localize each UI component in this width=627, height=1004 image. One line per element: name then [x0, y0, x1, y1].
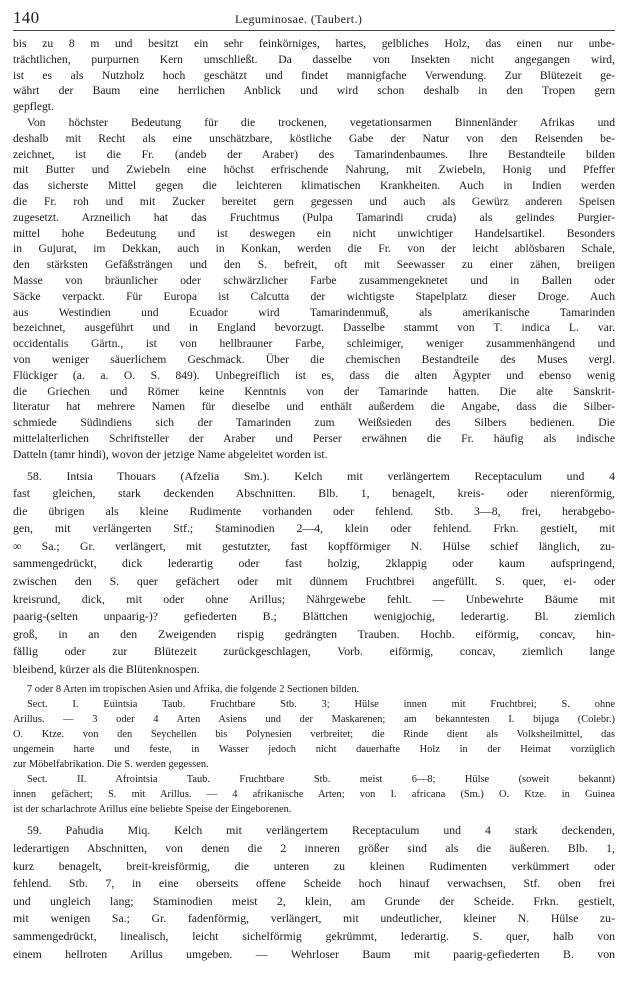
text-line: die Griechen und Römer keine Kenntnis von der Tamarinde hatten. Die alte Sanskrit- — [13, 384, 615, 398]
text-line: Flückiger (a. a. O. S. 849). Unbegreiflich ist es, dass die alten Ägypter und ebenso wenig — [13, 368, 615, 382]
text-line: und ungleich lang; Staminodien meist 2, klein, am Grunde der Scheide. Frkn. gestielt, — [13, 893, 615, 908]
text-line: aus Westindien und Ecuador wird Tamarindenmuß, als amerikanische Tamarinden — [13, 305, 615, 319]
text-line: schmiede Südindiens sich der Tamarinden zum Weißsieden des Silbers bedienen. Die — [13, 416, 615, 430]
text-line: groß, in an den Zweigenden rispig gedrängten Trauben. Hochb. eiförmig, concav, hin- — [13, 626, 615, 641]
text-line: bezeichnet, ausgeführt und in England bevorzugt. Dasselbe stammt von T. indica L. var. — [13, 321, 615, 335]
text-line: mit wenigen Sa.; Gr. fadenförmig, verlängert, mit undeutlicher, kleiner N. Hülse zu- — [13, 911, 615, 926]
text-line: fällig oder zur Blütezeit zurückgeschlagen, Vorb. eiförmig, concav, ziemlich lange — [13, 644, 615, 659]
genus-pahudia-description — [13, 822, 615, 963]
text-line: deshalb mit Recht als eine unschätzbare, köstliche Gabe der Natur von den Reisenden be- — [13, 131, 615, 145]
text-line: mittelalterlichen Schriftsteller der Araber und Perser erwähnen die Fr. häufig als indische — [13, 431, 615, 445]
genus-intsia-description — [13, 468, 615, 679]
text-line: Datteln (tamr hindi), wovon der jetzige Name abgeleitet worden ist. — [13, 447, 328, 461]
text-line: O. Ktze. von den Seychellen bis Polynesien verbreitet; die Rinde dient als Volksheilmittel, das — [13, 728, 615, 740]
text-line: zur Möbelfabrikation. Die S. werden gegessen. — [13, 759, 209, 771]
text-line: occidentalis Gärtn., ist von hellbrauner Farbe, schleimiger, weniger zusammenhängend und — [13, 337, 615, 351]
text-line: das sicherste Mittel gegen die leichteren klimatischen Krankheiten. Auch in Indien werden — [13, 179, 615, 193]
text-line: Masse von bräunlicher oder schwärzlicher Farbe zusammengeknetet und in Ballen oder — [13, 273, 615, 287]
text-line: von weniger säuerlichem Geschmack. Über die chemischen Bestandteile des Muses vergl. — [13, 352, 615, 366]
body-text — [13, 36, 615, 463]
running-title: Leguminosae. (Taubert.) — [235, 12, 363, 26]
text-line: lederartigen Abschnitten, von denen die 2 inneren größer sind als die äußeren. Blb. 1, — [13, 841, 615, 856]
text-line: mittel hohe Bedeutung und ist deswegen ein nicht unwichtiger Handelsartikel. Besonders — [13, 226, 615, 240]
text-line: paarig-(selten unpaarig-)? gefiederten B.; Blättchen wenigjochig, lederartig. Bl. ziemlich — [13, 609, 615, 624]
text-line: sammengedrückt, dick lederartig oder fast holzig, 2klappig oder kaum aufspringend, — [13, 556, 615, 571]
text-line: bleibend, kürzer als die Blütenknospen. — [13, 662, 200, 677]
text-line: sammengedrückt, linealisch, leicht sichelförmig gekrümmt, lederartig. S. quer, halb von — [13, 929, 615, 944]
text-line: ∞ Sa.; Gr. verlängert, mit gestutzter, fast kopfförmiger N. Hülse schief länglich, zu- — [13, 538, 615, 553]
text-line: zeichnet, ist die Fr. (andeb der Araber) des Tamarindenbaumes. Ihre Bestandteile bilden — [13, 147, 615, 161]
text-line: fehlend. Stb. 7, in eine oberseits offene Scheide hoch hinauf verwachsen, Stf. oben frei — [13, 876, 615, 891]
genus-heading-line: 58. Intsia Thouars (Afzelia Sm.). Kelch mit verlängertem Receptaculum und 4 — [27, 468, 615, 483]
text-line: gepflegt. — [13, 100, 54, 114]
paragraph-tamarind-uses — [13, 115, 615, 463]
text-line: ist der scharlachrote Arillus eine beliebte Speise der Eingeborenen. — [13, 804, 292, 816]
text-line: währt der Baum eine herrlichen Anblick und wird schon deshalb in den Tropen gern — [13, 84, 615, 98]
text-line: ist es als Nutzholz hoch geschätzt und findet mannigfache Verwendung. Zur Blütezeit ge- — [13, 68, 615, 82]
section-heading-line: Sect. I. Euintsia Taub. Fruchtbare Stb. 3; Hülse innen mit Fruchtbrei; S. ohne — [27, 698, 615, 710]
text-line: bis zu 8 m und besitzt ein sehr feinkörniges, hartes, gelbliches Holz, das einen nur unbe- — [13, 37, 615, 50]
text-line: mit Butter und Zwiebeln eine höchst erfrischende Nahrung, mit Zwiebeln, Honig und Pfeffer — [13, 163, 615, 177]
text-line: kreisrund, dick, mit oder ohne Arillus; Nährgewebe fehlt. — Unbewehrte Bäume mit — [13, 591, 615, 606]
page-number: 140 — [13, 8, 40, 27]
text-line: innen gefächert; S. mit Arillus. — 4 afrikanische Arten; von I. africana (Sm.) O. Ktze. in Guinea — [13, 789, 615, 801]
text-line: literatur hat mehrere Namen für dieselbe und enthält außerdem die Angabe, dass die Silber- — [13, 400, 615, 414]
section-heading-line: Sect. II. Afrointsia Taub. Fruchtbare Stb. meist 6—8; Hülse (soweit bekannt) — [27, 774, 615, 786]
page-header — [13, 8, 615, 31]
text-line: Arillus. — 3 oder 4 Arten Asiens und der Maskarenen; am bekanntesten I. bijuga (Colebr.) — [13, 713, 615, 725]
genus-heading-line: 59. Pahudia Miq. Kelch mit verlängertem Receptaculum und 4 stark deckenden, — [27, 823, 615, 838]
text-line: 7 oder 8 Arten im tropischen Asien und Afrika, die folgende 2 Sectionen bilden. — [27, 683, 360, 695]
text-line: trächtlichen, purpurnen Kern umschließt. Da dasselbe von Insekten nicht angegangen wird, — [13, 52, 615, 66]
text-line: kurz benagelt, breit-kreisförmig, die unteren zu kleinen Rudimenten verkümmert oder — [13, 858, 615, 873]
text-line: den stärksten Gefäßsträngen und den S. befreit, oft mit Seewasser zu einer zähen, breiigen — [13, 258, 615, 272]
text-line: einem hellroten Arillus umgeben. — Wehrloser Baum mit paarig-gefiederten B. von — [13, 946, 615, 961]
genus-intsia-sections — [13, 682, 615, 818]
text-line: fast gleichen, stark deckenden Abschnitten. Blb. 1, benagelt, kreis- oder nierenförmig, — [13, 486, 615, 501]
text-line: Von höchster Bedeutung für die trockenen, vegetationsarmen Binnenländer Afrikas und — [27, 115, 615, 129]
text-line: zwischen den S. quer gefächert oder mit dünnem Fruchtbrei angefüllt. S. quer, ei- oder — [13, 574, 615, 589]
text-line: die übrigen als kleine Rudimente vorhanden oder fehlend. Stb. 3—8, frei, herabgebo- — [13, 503, 615, 518]
text-line: zugesetzt. Arzneilich hat das Fruchtmus (Pulpa Tamarindi cruda) als gelindes Purgier- — [13, 210, 615, 224]
text-line: Säcke verpackt. Für Europa ist Calcutta der wichtigste Stapelplatz dieser Droge. Auch — [13, 289, 615, 303]
text-line: in Gujurat, im Dekkan, auch in Konkan, werden die Fr. von der leicht ablösbaren Schale, — [13, 242, 615, 256]
paragraph-tree-description — [13, 36, 615, 115]
text-line: die Fr. roh und mit Zucker bereitet gern gegessen und auch als Gewürz anderen Speisen — [13, 194, 615, 208]
text-line: ungemein harte und feste, in Wasser jedoch nicht dauerhafte Holz in der Heimat vorzüglich — [13, 744, 615, 756]
text-line: gen, mit verlängerten Stf.; Staminodien 2—4, klein oder fehlend. Frkn. gestielt, mit — [13, 521, 615, 536]
